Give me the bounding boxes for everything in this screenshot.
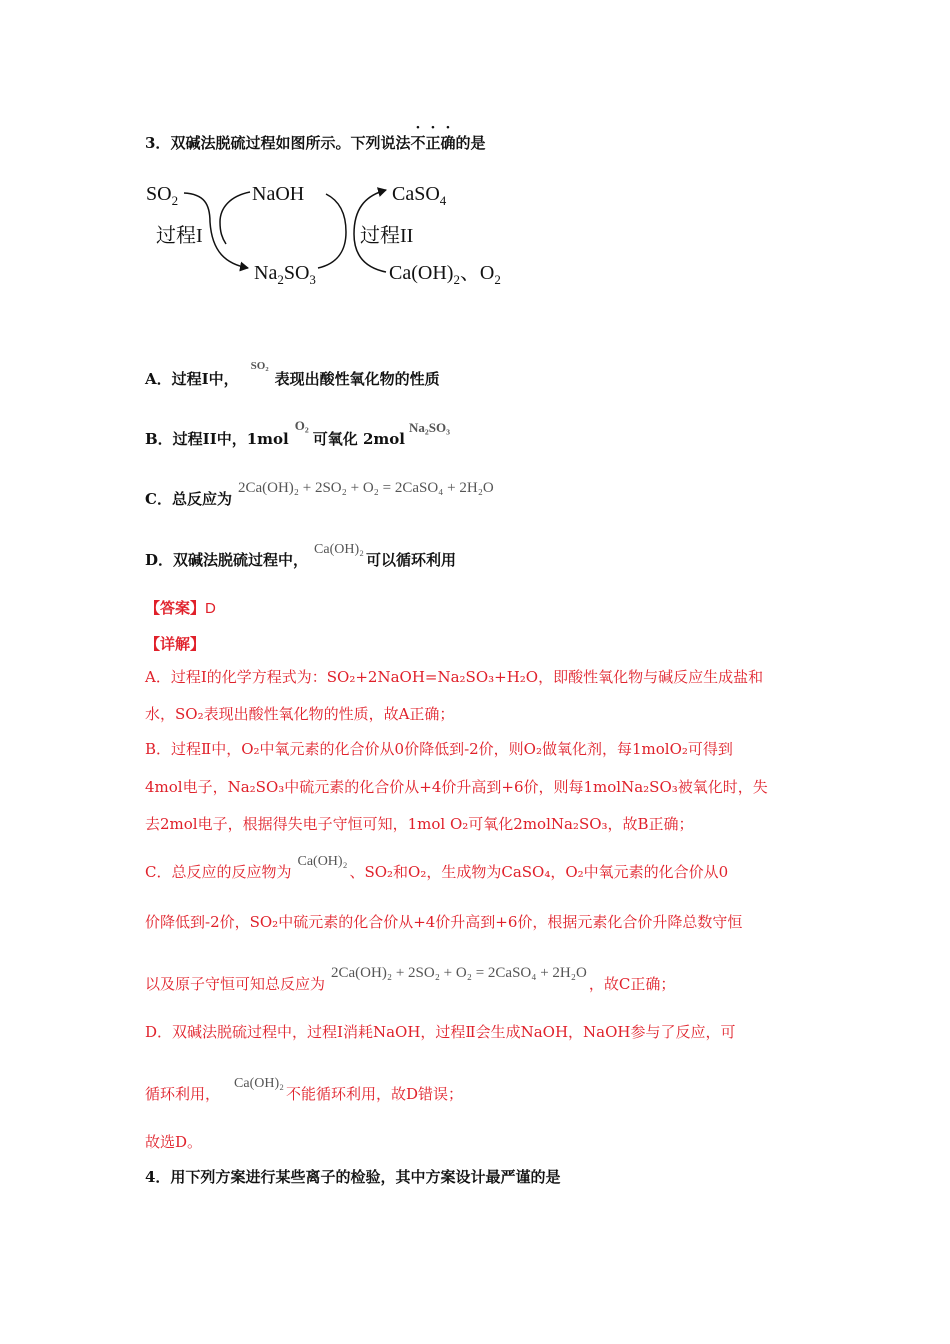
process2-label: 过程II — [360, 225, 414, 247]
double-alkali-desulfurization-diagram — [140, 172, 520, 302]
explanation-d-line1: D．双碱法脱硫过程中，过程Ⅰ消耗NaOH，过程Ⅱ会生成NaOH，NaOH参与了反应，可 — [145, 1023, 736, 1041]
answer-value: D — [205, 600, 216, 617]
explanation-b-line3: 去2mol电子，根据得失电子守恒可知，1mol O₂可氧化2molNa₂SO₃，故B正确； — [145, 815, 694, 833]
total-reaction-formula: 2Ca(OH)₂ + 2SO₂ + O₂ = 2CaSO₄ + 2H₂O — [331, 965, 587, 981]
explanation-b-line1: B．过程Ⅱ中，O₂中氧元素的化合价从0价降低到-2价，则O₂做氧化剂，每1molO₂可得到 — [145, 740, 733, 758]
question-4-stem: 4．用下列方案进行某些离子的检验，其中方案设计最严谨的是 — [145, 1168, 561, 1186]
caoh2-formula: Ca(OH)₂ — [234, 1076, 284, 1091]
explanation-b-line2: 4mol电子，Na₂SO₃中硫元素的化合价从+4价升高到+6价，则每1molNa₂SO₃被氧化时，失 — [145, 778, 768, 796]
emphasis-char: 不 — [410, 134, 426, 152]
explanation-c-line3: 以及原子守恒可知总反应为2Ca(OH)₂ + 2SO₂ + O₂ = 2CaSO₄ + 2H₂O，故C正确； — [145, 965, 676, 993]
caso4-label: CaSO$_4$ — [392, 183, 447, 208]
answer-line — [145, 597, 216, 618]
total-reaction-formula: 2Ca(OH)₂ + 2SO₂ + O₂ = 2CaSO₄ + 2H₂O — [237, 480, 494, 496]
emphasis-char: 正 — [425, 134, 441, 152]
explanation-conclusion: 故选D。 — [145, 1133, 203, 1151]
option-b: B．过程II中，1molO₂可氧化 2molNa₂SO₃ — [145, 418, 451, 448]
question-stem-text: 的是 — [455, 134, 486, 152]
emphasis-char: 确 — [440, 134, 456, 152]
option-c: C．总反应为2Ca(OH)₂ + 2SO₂ + O₂ = 2CaSO₄ + 2H₂O — [145, 480, 494, 508]
detail-label: 【详解】 — [145, 635, 206, 653]
process1-right-arc — [220, 192, 250, 244]
answer-label: 【答案】 — [145, 599, 206, 617]
na2so3-label: $Na_2SO_3$ — [254, 262, 316, 287]
naoh-label: NaOH — [252, 183, 305, 205]
caoh2-o2-label: $Ca(OH)_2$、$O_2$ — [389, 262, 501, 287]
caoh2-formula: Ca(OH)₂ — [297, 854, 348, 869]
question-3-stem — [145, 132, 486, 153]
o2-formula: O₂ — [294, 418, 309, 433]
so2-formula: SO₂ — [250, 360, 269, 372]
so2-label: $SO_2$ — [146, 183, 179, 208]
option-a: A．过程I中，$^{SO_2}$表现出酸性氧化物的性质 — [145, 360, 440, 388]
explanation-a-line1: A．过程Ⅰ的化学方程式为：SO₂+2NaOH=Na₂SO₃+H₂O，即酸性氧化物与碱反应生成盐和 — [145, 668, 764, 686]
question-stem-text: 双碱法脱硫过程如图所示。下列说法 — [170, 134, 411, 152]
explanation-c-line2: 价降低到-2价，SO₂中硫元素的化合价从+4价升高到+6价，根据元素化合价升降总数守恒 — [145, 913, 743, 931]
question-number: 3． — [145, 134, 171, 152]
caoh2-formula: Ca(OH)₂ — [314, 542, 364, 557]
process2-left-arc — [318, 194, 346, 268]
na2so3-formula: Na₂SO₃ — [408, 420, 451, 435]
option-d: D．双碱法脱硫过程中，Ca(OH)₂可以循环利用 — [145, 542, 457, 569]
explanation-c-line1: C．总反应的反应物为Ca(OH)₂、SO₂和O₂，生成物为CaSO₄，O₂中氧元素的化合价从0 — [145, 854, 729, 881]
explanation-d-line2: 循环利用，Ca(OH)₂不能循环利用，故D错误； — [145, 1076, 464, 1103]
process1-label: 过程I — [156, 225, 203, 247]
explanation-a-line2: 水，SO₂表现出酸性氧化物的性质，故A正确； — [145, 705, 455, 723]
